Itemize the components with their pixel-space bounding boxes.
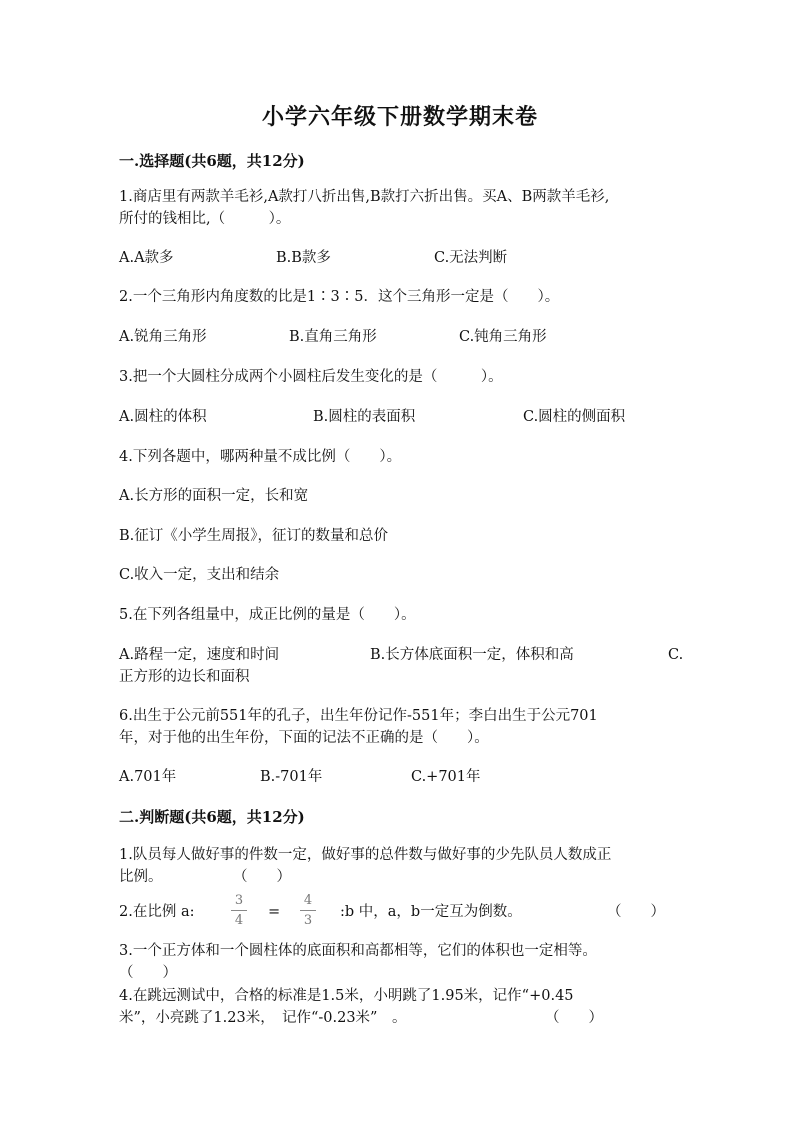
question-2-option-b: B.直角三角形 [289,329,377,345]
fraction-2-numerator: 4 [303,893,313,908]
question-1-line-2: 所付的钱相比,（ ）。 [119,211,291,227]
question-6-option-c: C.+701年 [411,769,481,785]
question-4-text: 4.下列各题中，哪两种量不成比例（ ）。 [119,449,402,465]
question-5-option-c: C. [668,647,684,663]
judgment-4-answer-paren: （ ） [545,1010,603,1026]
question-4-option-b: B.征订《小学生周报》，征订的数量和总价 [119,528,389,544]
question-1-option-a: A.A款多 [119,250,174,266]
judgment-1-answer-paren: （ ） [233,869,291,885]
fraction-1-numerator: 3 [234,893,244,908]
question-3-option-b: B.圆柱的表面积 [313,409,416,425]
fraction-2-bar [300,910,316,911]
fraction-1-bar [231,910,247,911]
question-1-option-c: C.无法判断 [434,250,508,266]
judgment-2-suffix: :b 中，a，b一定互为倒数。 [340,904,522,920]
judgment-2-equals: = [268,904,281,920]
question-2-option-c: C.钝角三角形 [459,329,547,345]
question-2-text: 2.一个三角形内角度数的比是1∶3∶5．这个三角形一定是（ ）。 [119,289,560,305]
question-1-option-b: B.B款多 [276,250,331,266]
judgment-1-line-2: 比例。 [119,869,163,885]
section-heading-choice: 一.选择题(共6题，共12分) [119,152,305,170]
question-5-option-a: A.路程一定，速度和时间 [119,647,280,663]
section-heading-judgment: 二.判断题(共6题，共12分) [119,808,305,826]
question-5-option-c-text: 正方形的边长和面积 [119,669,250,685]
judgment-4-line-2: 米”，小亮跳了1.23米， 记作“-0.23米” 。 [119,1010,407,1026]
judgment-3-answer-paren: （ ） [119,965,177,981]
fraction-1-denominator: 4 [234,913,244,928]
question-6-line-1: 6.出生于公元前551年的孔子，出生年份记作-551年；李白出生于公元701 [119,708,598,724]
question-1-line-1: 1.商店里有两款羊毛衫,A款打八折出售,B款打六折出售。买A、B两款羊毛衫, [119,189,610,205]
judgment-2-answer-paren: （ ） [607,904,665,920]
question-4-option-a: A.长方形的面积一定，长和宽 [119,488,309,504]
exam-title: 小学六年级下册数学期末卷 [261,104,538,130]
question-2-option-a: A.锐角三角形 [119,329,207,345]
question-4-option-c: C.收入一定，支出和结余 [119,567,280,583]
fraction-three-quarters [231,893,247,928]
judgment-2-prefix: 2.在比例 a: [119,904,195,920]
question-5-option-b: B.长方体底面积一定，体积和高 [370,647,574,663]
judgment-3-line-1: 3.一个正方体和一个圆柱体的底面积和高都相等，它们的体积也一定相等。 [119,943,597,959]
question-3-option-a: A.圆柱的体积 [119,409,207,425]
fraction-2-denominator: 3 [303,913,313,928]
judgment-4-line-1: 4.在跳远测试中，合格的标准是1.5米，小明跳了1.95米，记作“+0.45 [119,988,574,1004]
question-5-text: 5.在下列各组量中，成正比例的量是（ ）。 [119,607,416,623]
question-6-option-b: B.-701年 [260,769,323,785]
question-3-option-c: C.圆柱的侧面积 [523,409,626,425]
fraction-four-thirds [300,893,316,928]
judgment-1-line-1: 1.队员每人做好事的件数一定，做好事的总件数与做好事的少先队员人数成正 [119,847,612,863]
question-3-text: 3.把一个大圆柱分成两个小圆柱后发生变化的是（ ）。 [119,369,503,385]
question-6-line-2: 年，对于他的出生年份，下面的记法不正确的是（ ）。 [119,730,489,746]
question-6-option-a: A.701年 [119,769,177,785]
